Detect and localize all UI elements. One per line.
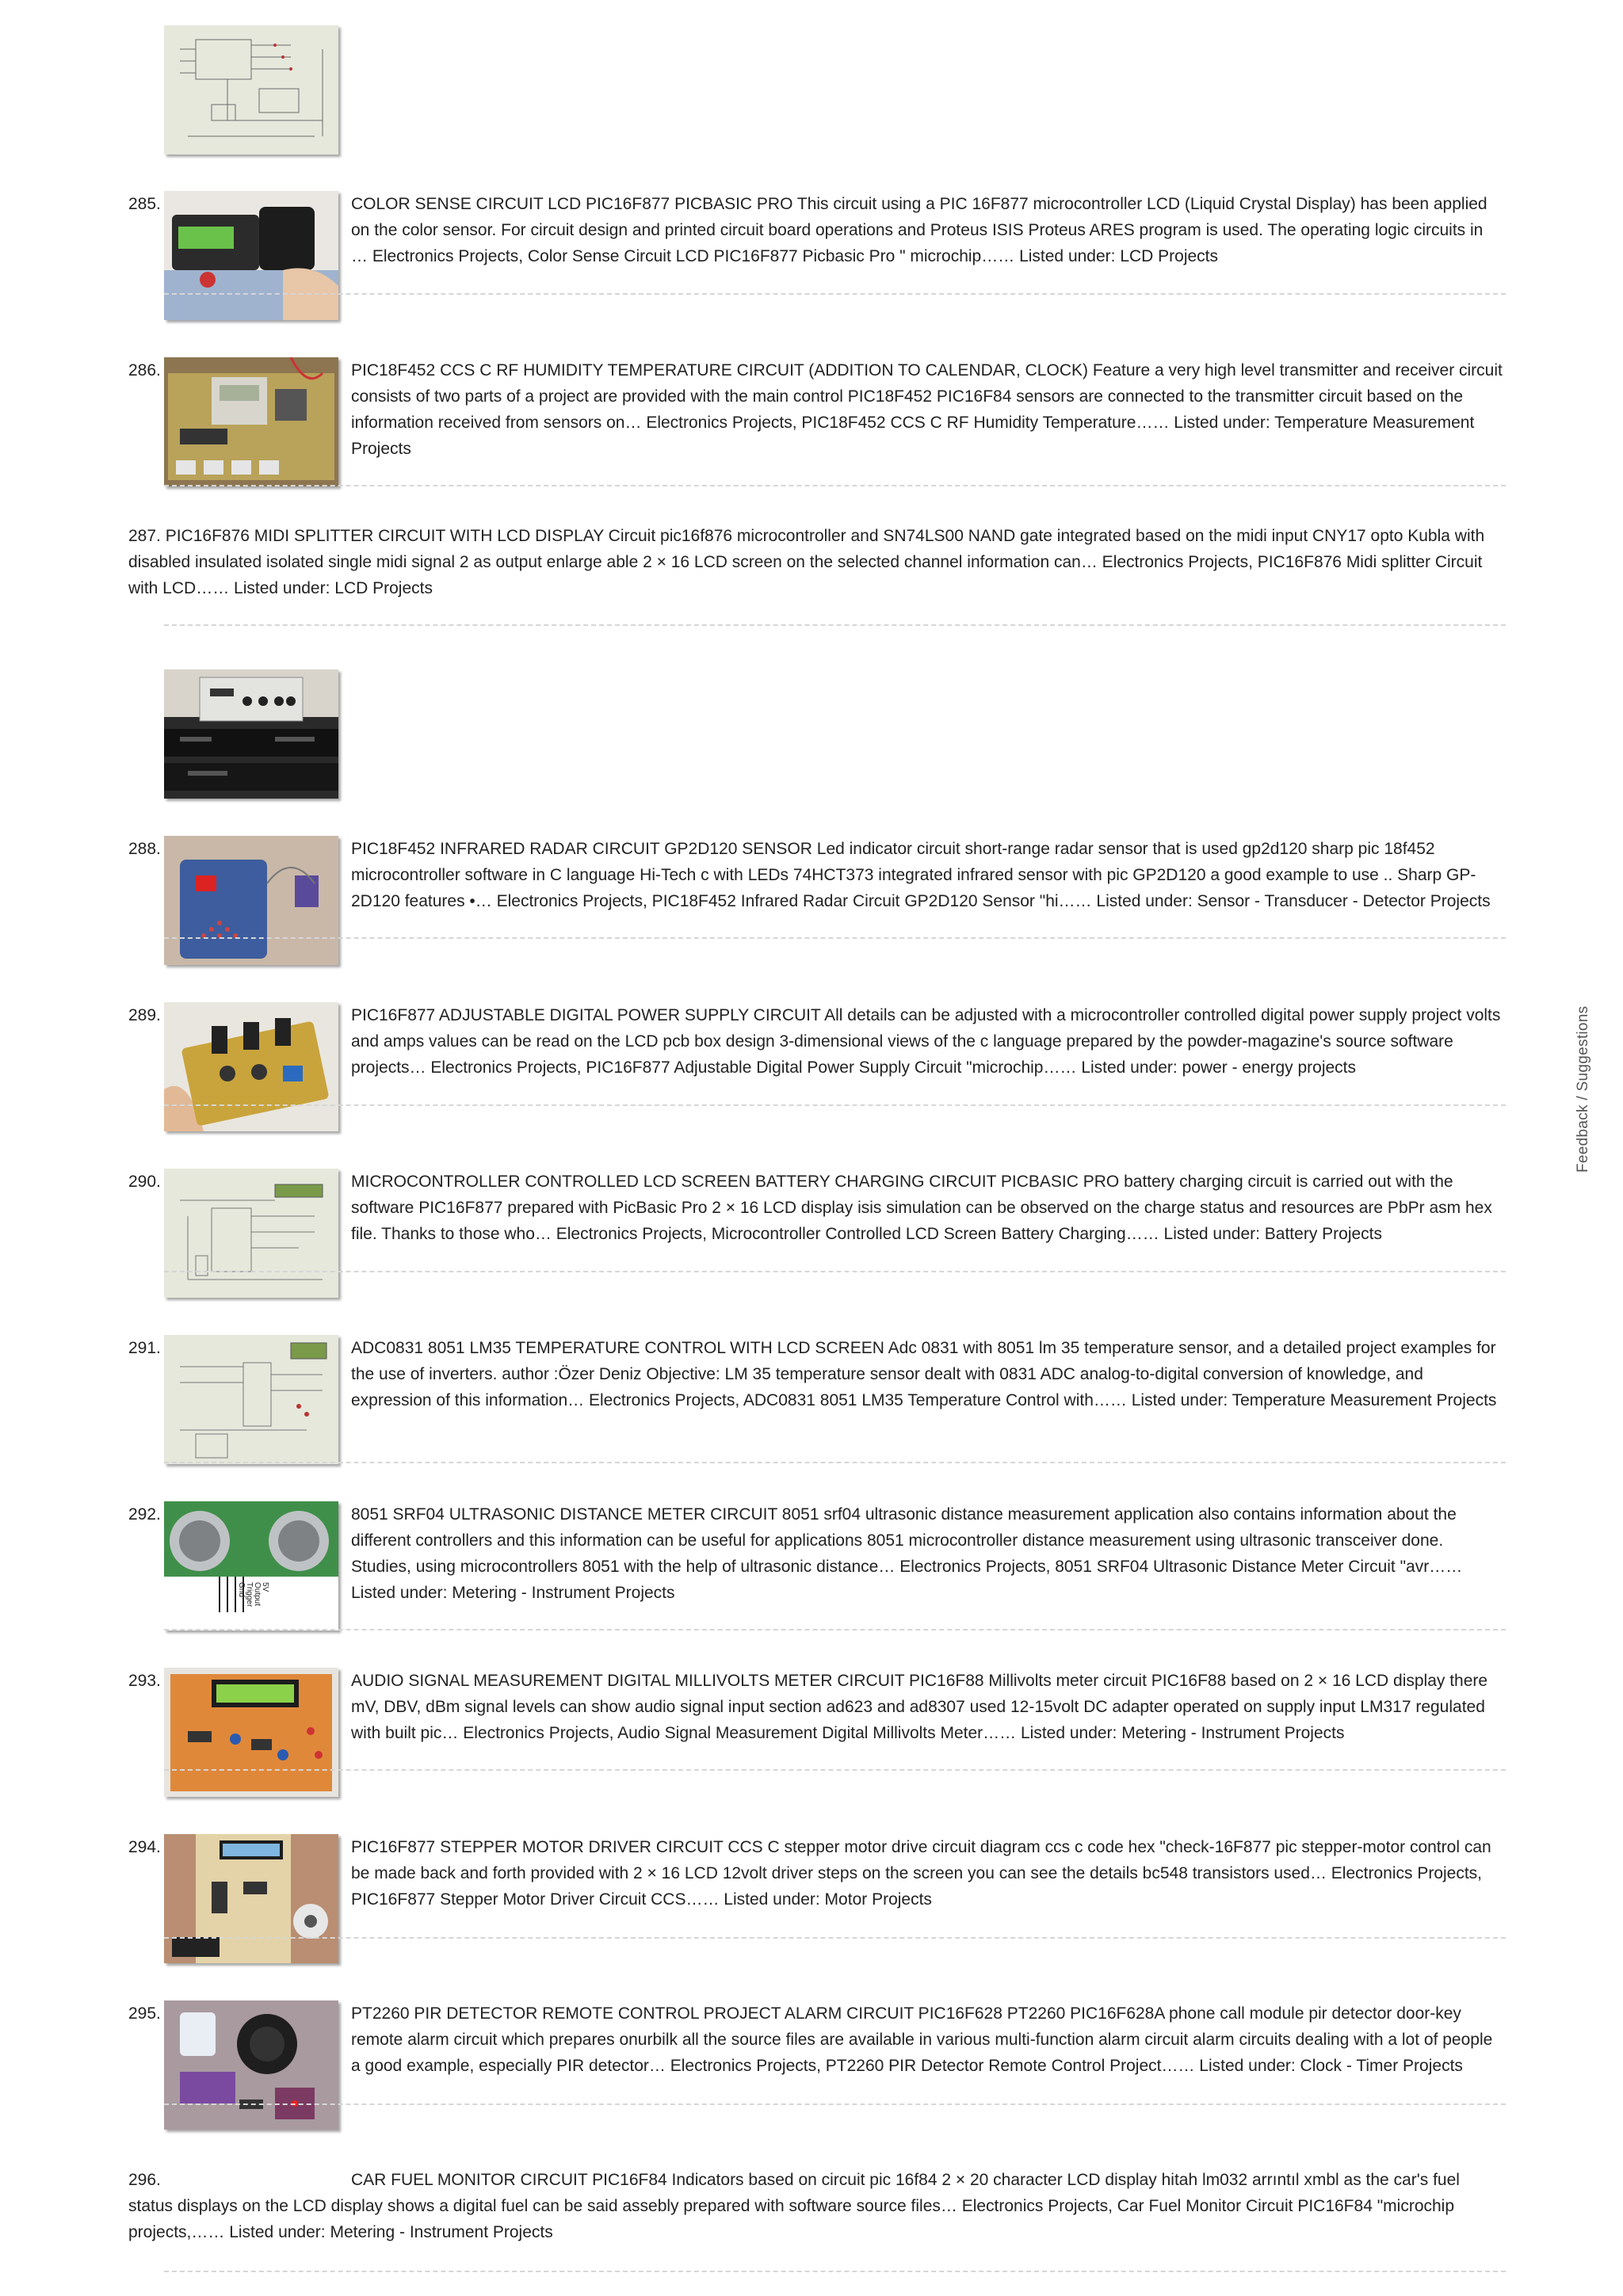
entry-number: 285. [128,195,161,213]
entry-text[interactable]: AUDIO SIGNAL MEASUREMENT DIGITAL MILLIVOLTS METER CIRCUIT PIC16F88 Millivolts meter circuit PIC16F88 based on 2 × 16 LCD display there mV, DBV, dBm signal levels can show audio signal input section ad623 and ad8307 used 12-15volt DC adapter operated on supply input LM317 regulated with built pic… Electronics Projects, Audio Signal Measurement Digital Millivolts Meter…… Listed under: Metering - Instrument Projects [351,1672,1488,1742]
separator [164,485,1506,486]
thumb-battery-schematic[interactable] [164,1169,338,1298]
separator [164,1104,1506,1106]
thumb-adc-schematic[interactable] [164,1335,338,1464]
infrared-radar-photo [164,836,338,965]
entry-text[interactable]: PIC18F452 CCS C RF HUMIDITY TEMPERATURE CIRCUIT (ADDITION TO CALENDAR, CLOCK) Feature a very high level transmitter and receiver circuit consists of two parts of a project are provided with the main control PIC18F452 PIC16F84 sensors are connected to the transmitter circuit based on the information received from sensors on… Electronics Projects, PIC18F452 CCS C RF Humidity Temperature…… Listed under: Temperature Measurement Projects [351,361,1503,458]
pir-detector-photo [164,2000,338,2130]
entry-number: 294. [128,1838,161,1856]
humidity-board-photo [164,357,338,486]
entry-text[interactable] [128,523,1504,601]
entry-number: 296. [128,2171,161,2189]
midi-box-photo [164,669,338,799]
power-supply-photo [164,1002,338,1131]
entry-text[interactable]: PT2260 PIR DETECTOR REMOTE CONTROL PROJECT ALARM CIRCUIT PIC16F628 PT2260 PIC16F628A phone call module pir detector door-key remote alarm circuit which prepares onurbilk all the source files are available in various multi-function alarm circuit alarm circuits dealing with a lot of people a good example, especially PIR detector… Electronics Projects, PT2260 PIR Detector Remote Control Project…… Listed under: Clock - Timer Projects [351,2004,1493,2075]
entry-text[interactable]: PIC18F452 INFRARED RADAR CIRCUIT GP2D120 SENSOR Led indicator circuit short-range radar sensor that is used gp2d120 sharp pic 18f452 microcontroller software in C language Hi-Tech c with LEDs 74HCT373 integrated infrared sensor with pic GP2D120 a good example to use .. Sharp GP-2D120 features •… Electronics Projects, PIC18F452 Infrared Radar Circuit GP2D120 Sensor "hi…… Listed under: Sensor - Transducer - Detector Projects [351,840,1491,910]
entry-number: 289. [128,1006,161,1024]
thumb-infrared-radar[interactable] [164,836,338,965]
battery-schematic-image [164,1169,338,1298]
feedback-tab[interactable]: Feedback / Suggestions [1575,1005,1591,1173]
separator [164,937,1506,939]
color-sensor-photo [164,191,338,320]
pin-label-5v: 5V [261,1582,269,1592]
thumb-power-supply[interactable] [164,1002,338,1131]
entry-text[interactable]: ADC0831 8051 LM35 TEMPERATURE CONTROL WITH LCD SCREEN Adc 0831 with 8051 lm 35 temperature sensor, and a detailed project examples for the use of inverters. author :Özer Deniz Objective: LM 35 temperature sensor dealt with 0831 ADC analog-to-digital conversion of knowledge, and expression of this information… Electronics Projects, ADC0831 8051 LM35 Temperature Control with…… Listed under: Temperature Measurement Projects [351,1339,1497,1409]
entry-number: 286. [128,361,161,379]
entry-text[interactable]: MICROCONTROLLER CONTROLLED LCD SCREEN BATTERY CHARGING CIRCUIT PICBASIC PRO battery charging circuit is carried out with the software PIC16F877 prepared with PicBasic Pro 2 × 16 LCD display isis simulation can be observed on the charge status and resources are PbPr asm hex file. Thanks to those who… Electronics Projects, Microcontroller Controlled LCD Screen Battery Charging…… Listed under: Battery Projects [351,1173,1492,1243]
entry-number: 293. [128,1672,161,1690]
thumb-schematic-top[interactable] [164,25,338,154]
pin-label-trigger: Trigger [245,1582,254,1608]
pin-label-gnd: Gnd [237,1582,246,1597]
adc-schematic-image [164,1335,338,1464]
entry-number: 287. [128,527,161,545]
entry-text[interactable]: PIC16F877 STEPPER MOTOR DRIVER CIRCUIT CCS C stepper motor drive circuit diagram ccs c code hex "check-16F877 pic stepper-motor control can be made back and forth provided with 2 × 16 LCD 12volt driver steps on the screen you can see the details bc548 transistors used… Electronics Projects, PIC16F877 Stepper Motor Driver Circuit CCS…… Listed under: Motor Projects [351,1838,1491,1909]
thumb-midi-box[interactable] [164,669,338,799]
thumb-humidity-board[interactable] [164,357,338,486]
separator [164,1937,1506,1939]
separator [164,2271,1506,2272]
schematic-image [164,25,338,154]
entry-body[interactable]: CAR FUEL MONITOR CIRCUIT PIC16F84 Indicators based on circuit pic 16f84 2 × 20 character LCD display hitah lm032 arrıntıl xmbl as the car's fuel status displays on the LCD display shows a digital fuel can be said assebly prepared with software source files… Electronics Projects, Car Fuel Monitor Circuit PIC16F84 "microchip projects,…… Listed under: Metering - Instrument Projects [128,2171,1460,2241]
entry-text[interactable]: PIC16F877 ADJUSTABLE DIGITAL POWER SUPPLY CIRCUIT All details can be adjusted with a microcontroller controlled digital power supply project volts and amps values can be read on the LCD pcb box design 3-dimensional views of the c language prepared by the powder-magazine's source software projects… Electronics Projects, PIC16F877 Adjustable Digital Power Supply Circuit "microchip…… Listed under: power - energy projects [351,1006,1501,1077]
entry-text[interactable] [128,2167,1504,2245]
thumb-stepper-motor[interactable] [164,1834,338,1963]
separator [164,1462,1506,1463]
thumb-ultrasonic[interactable] [164,1501,338,1630]
thumb-millivolt-meter[interactable] [164,1668,338,1797]
millivolt-meter-photo [164,1668,338,1797]
entry-number: 292. [128,1505,161,1524]
separator [164,2103,1506,2105]
separator [164,1629,1506,1630]
separator [164,1769,1506,1771]
pin-label-output: Output [253,1582,262,1607]
ultrasonic-sensor-photo [164,1501,338,1630]
entry-number: 290. [128,1173,161,1191]
entry-number: 288. [128,840,161,858]
entry-body[interactable]: PIC16F876 MIDI SPLITTER CIRCUIT WITH LCD DISPLAY Circuit pic16f876 microcontroller and SN74LS00 NAND gate integrated based on the midi input CNY17 opto Kubla with disabled insulated isolated single midi signal 2 as output enlarge able 2 × 16 LCD screen on the selected channel information can… Electronics Projects, PIC16F876 Midi splitter Circuit with LCD…… Listed under: LCD Projects [128,527,1485,597]
entry-number: 291. [128,1339,161,1357]
thumb-pir-detector[interactable] [164,2000,338,2130]
entry-text[interactable]: COLOR SENSE CIRCUIT LCD PIC16F877 PICBASIC PRO This circuit using a PIC 16F877 microcontroller LCD (Liquid Crystal Display) has been applied on the color sensor. For circuit design and printed circuit board operations and Proteus ISIS Proteus ARES program is used. The operating logic circuits in … Electronics Projects, Color Sense Circuit LCD PIC16F877 Picbasic Pro " microchip…… Listed under: LCD Projects [351,195,1487,265]
separator [164,293,1506,295]
entry-text[interactable]: 8051 SRF04 ULTRASONIC DISTANCE METER CIRCUIT 8051 srf04 ultrasonic distance measurement application also contains information about the different controllers and this information can be useful for applications 8051 microcontroller distance measurement using ultrasonic transceiver done. Studies, using microcontrollers 8051 with the help of ultrasonic distance… Electronics Projects, 8051 SRF04 Ultrasonic Distance Meter Circuit "avr…… Listed under: Metering - Instrument Projects [351,1505,1463,1602]
entry-number: 295. [128,2004,161,2023]
thumb-color-sensor[interactable] [164,191,338,320]
stepper-motor-photo [164,1834,338,1963]
separator [164,1271,1506,1272]
separator [164,624,1506,626]
